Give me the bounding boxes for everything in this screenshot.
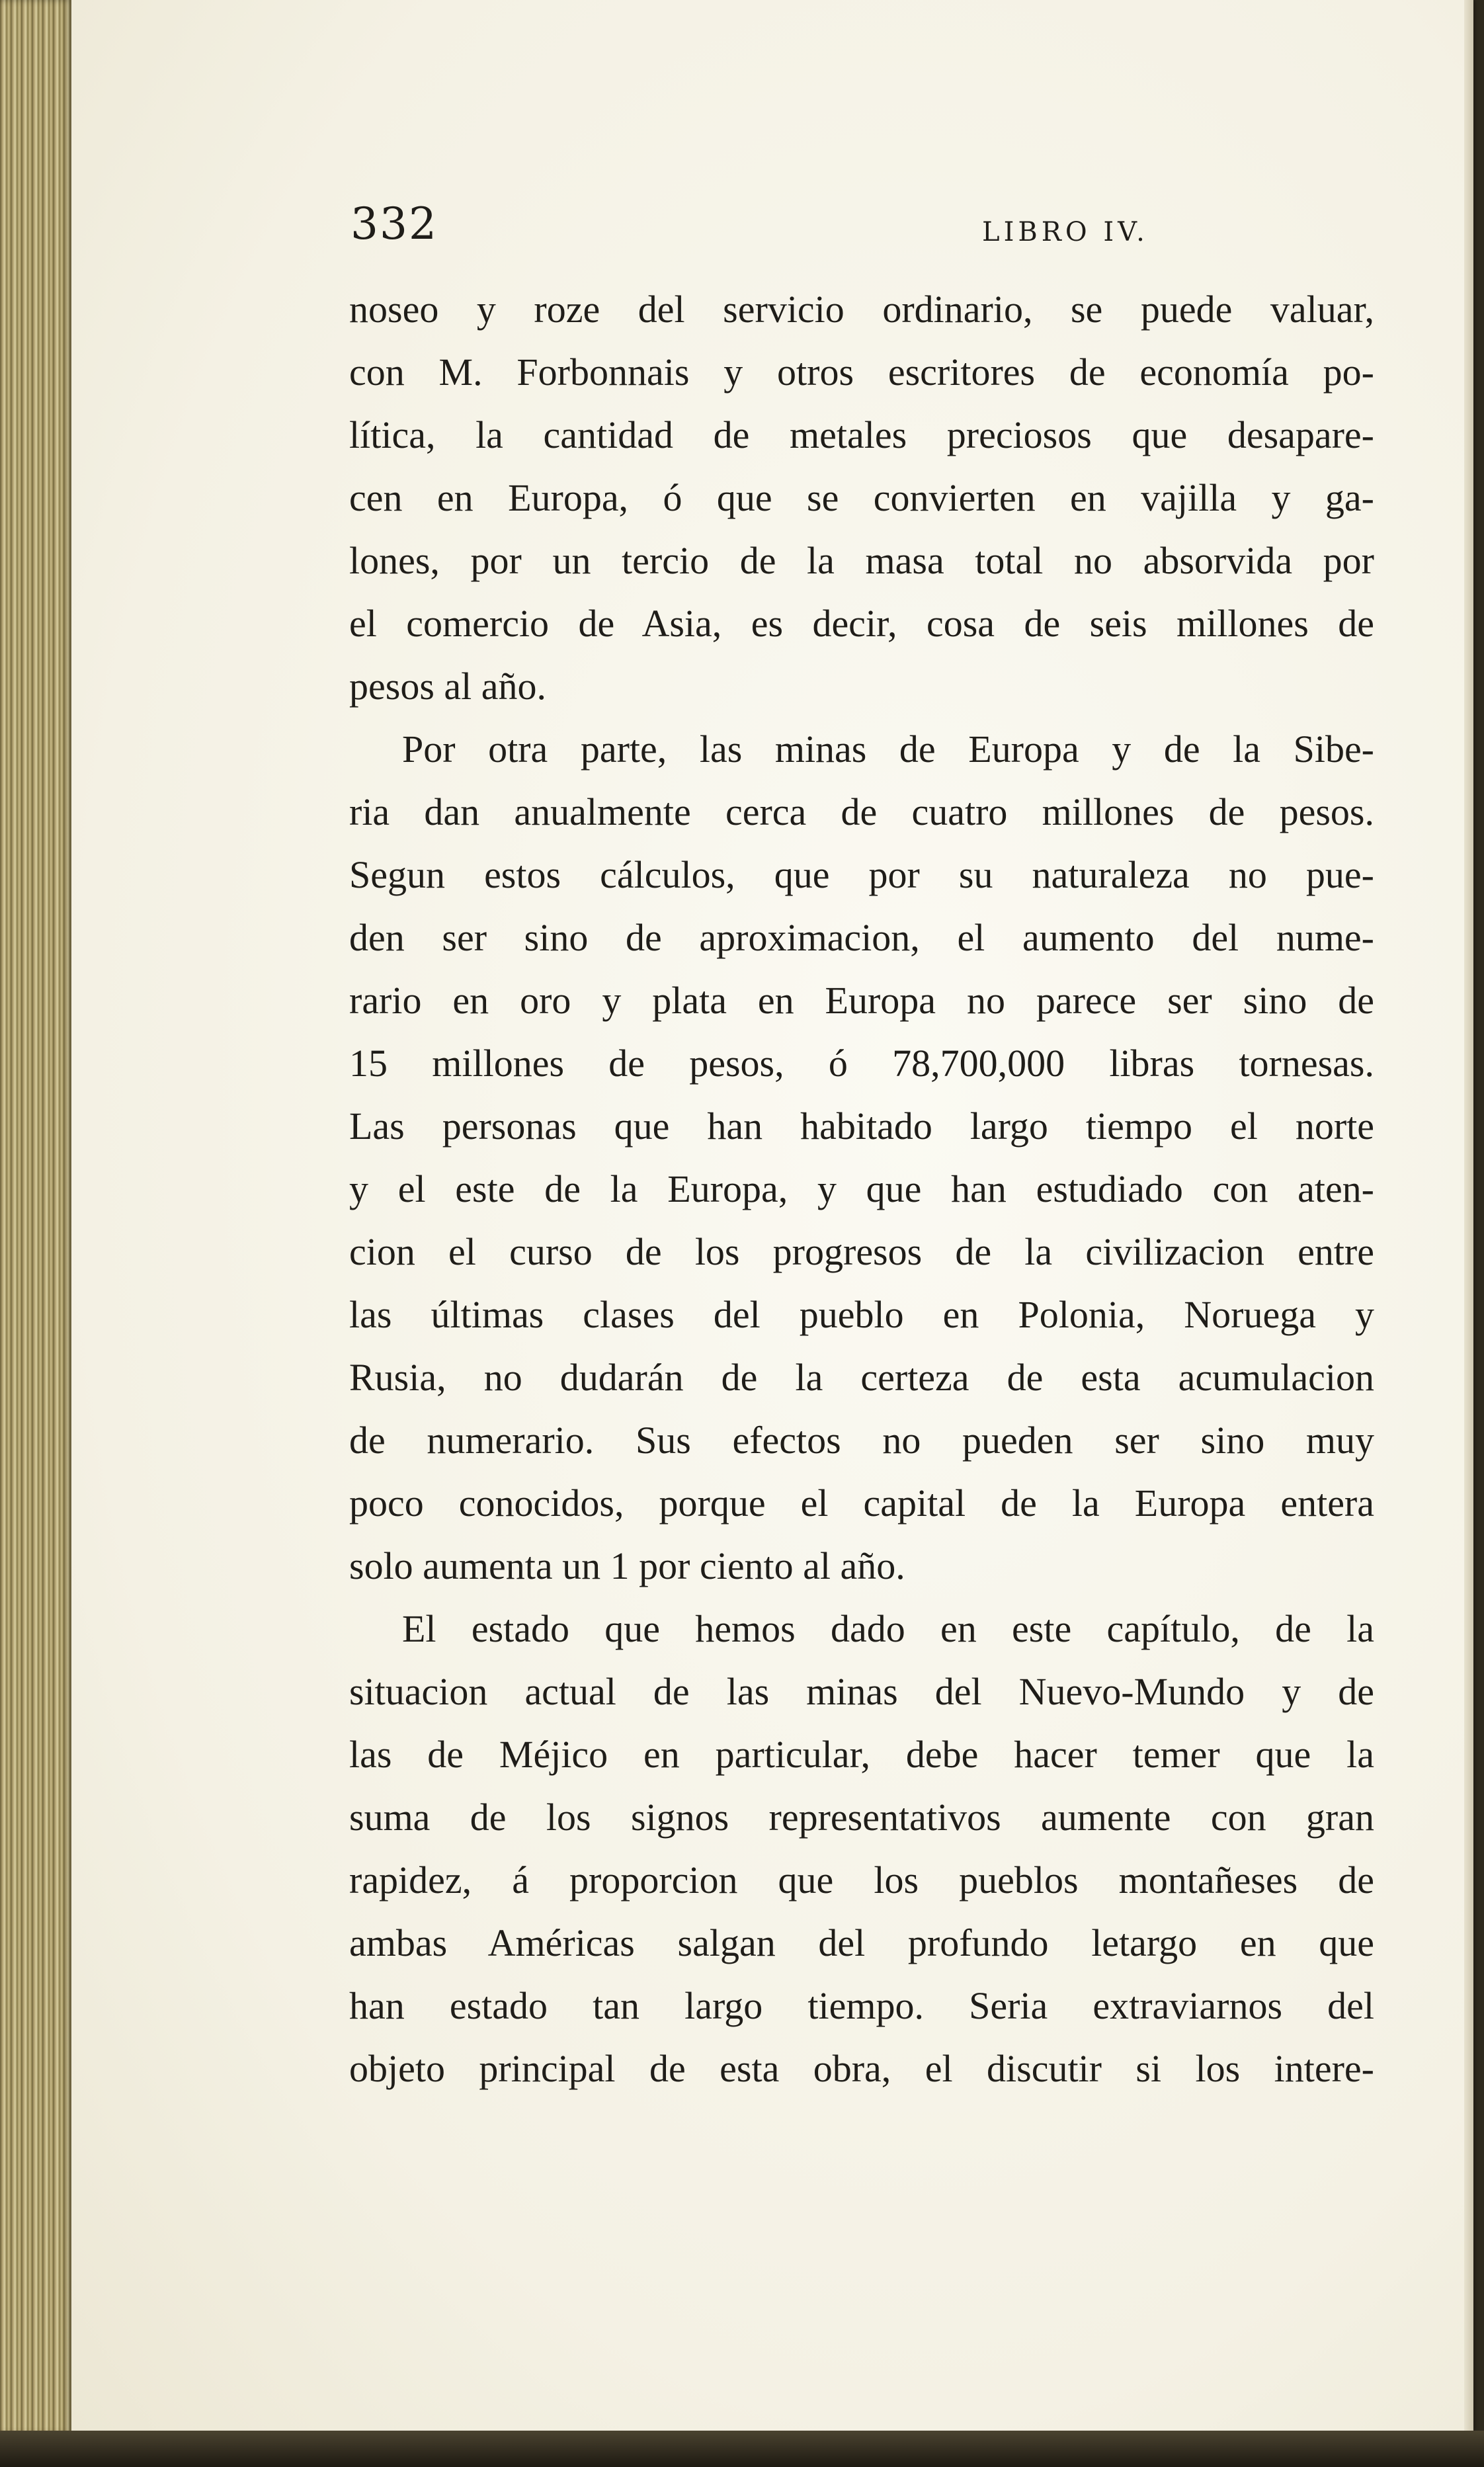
text-line: solo aumenta un 1 por ciento al año.	[349, 1544, 905, 1587]
text-line: Rusia, no dudarán de la certeza de esta acumulacion	[349, 1356, 1374, 1399]
text-line: suma de los signos representativos aumente con gran	[349, 1796, 1374, 1839]
paragraph-start-line: Por otra parte, las minas de Europa y de la Sibe-	[402, 728, 1374, 771]
text-line: Segun estos cálculos, que por su naturaleza no pue-	[349, 853, 1374, 896]
text-line: noseo y roze del servicio ordinario, se puede valuar,	[349, 288, 1374, 331]
text-line: ambas Américas salgan del profundo letargo en que	[349, 1921, 1374, 1964]
running-head: LIBRO IV.	[982, 217, 1149, 247]
text-line: situacion actual de las minas del Nuevo-Mundo y de	[349, 1670, 1374, 1713]
text-line: rapidez, á proporcion que los pueblos montañeses de	[349, 1859, 1374, 1902]
text-line: y el este de la Europa, y que han estudiado con aten-	[349, 1167, 1374, 1210]
scan-bottom-border	[0, 2431, 1484, 2467]
text-line: las últimas clases del pueblo en Polonia, Noruega y	[349, 1293, 1374, 1336]
text-line: 15 millones de pesos, ó 78,700,000 libras tornesas.	[349, 1042, 1374, 1085]
text-line: Las personas que han habitado largo tiempo el norte	[349, 1105, 1374, 1148]
text-line: las de Méjico en particular, debe hacer temer que la	[349, 1733, 1374, 1776]
text-line: el comercio de Asia, es decir, cosa de seis millones de	[349, 602, 1374, 645]
text-line: con M. Forbonnais y otros escritores de economía po-	[349, 351, 1374, 394]
text-line: poco conocidos, porque el capital de la Europa entera	[349, 1482, 1374, 1525]
text-line: cion el curso de los progresos de la civilizacion entre	[349, 1230, 1374, 1273]
text-line: objeto principal de esta obra, el discutir si los intere-	[349, 2047, 1374, 2090]
body-text	[349, 278, 1374, 2100]
text-line: han estado tan largo tiempo. Seria extraviarnos del	[349, 1984, 1374, 2027]
text-line: ria dan anualmente cerca de cuatro millones de pesos.	[349, 790, 1374, 833]
paragraph-start-line: El estado que hemos dado en este capítulo, de la	[402, 1607, 1374, 1650]
page-header	[278, 198, 1376, 265]
text-line: lones, por un tercio de la masa total no absorvida por	[349, 539, 1374, 582]
text-line: pesos al año.	[349, 665, 546, 708]
text-line: lítica, la cantidad de metales preciosos que desapare-	[349, 413, 1374, 456]
text-line: den ser sino de aproximacion, el aumento del nume-	[349, 916, 1374, 959]
gilt-page-edges	[0, 0, 73, 2434]
page-number: 332	[350, 198, 438, 249]
text-line: rario en oro y plata en Europa no parece ser sino de	[349, 979, 1374, 1022]
text-line: cen en Europa, ó que se convierten en vajilla y ga-	[349, 476, 1374, 519]
page-right-edge	[1464, 0, 1473, 2431]
text-line: de numerario. Sus efectos no pueden ser sino muy	[349, 1419, 1374, 1462]
